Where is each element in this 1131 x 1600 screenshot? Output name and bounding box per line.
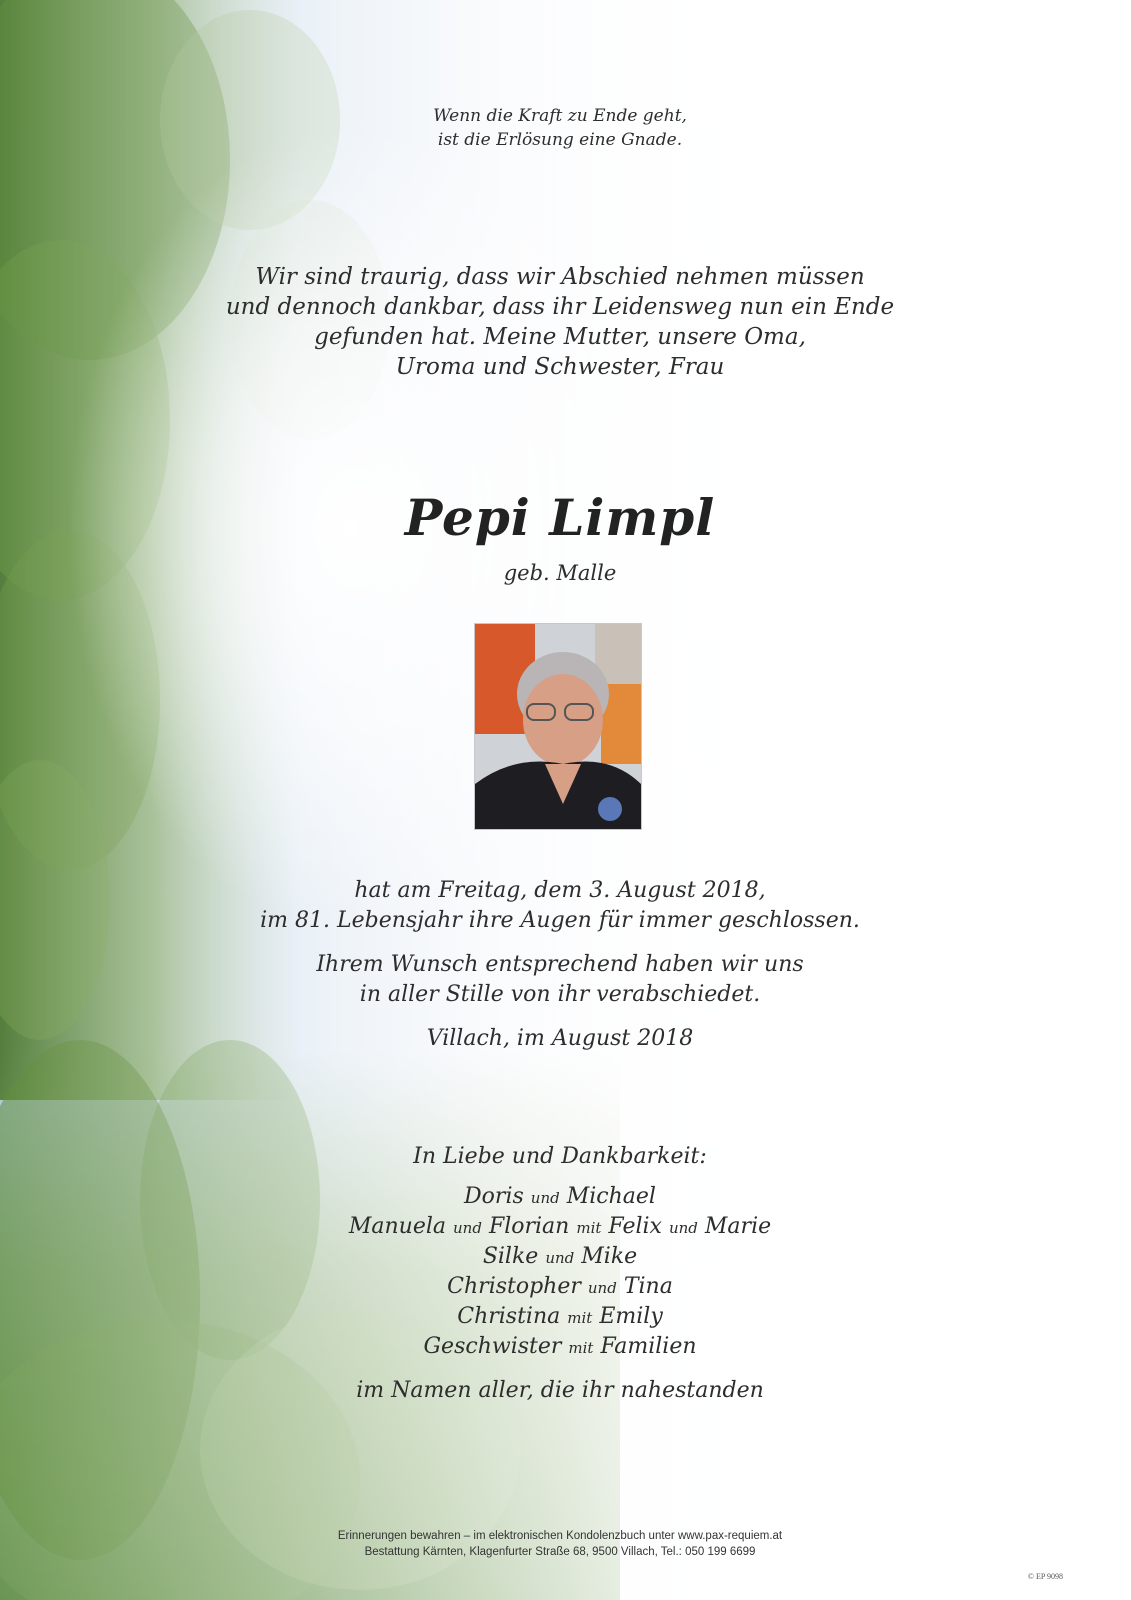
mourner-name: Doris: [464, 1184, 524, 1209]
portrait-image: [475, 624, 641, 829]
connector-word: und: [545, 1249, 575, 1267]
mourner-name: Felix: [608, 1214, 662, 1239]
connector-word: und: [668, 1219, 698, 1237]
connector-word: und: [453, 1219, 482, 1237]
announcement-line-2: im 81. Lebensjahr ihre Augen für immer geschlossen.: [260, 908, 860, 933]
connector-word: und: [587, 1279, 617, 1297]
footer-line-2: Bestattung Kärnten, Klagenfurter Straße 68, 9500 Villach, Tel.: 050 199 6699: [364, 1546, 756, 1558]
mourner-line: [200, 1302, 920, 1333]
farewell-line-1: Ihrem Wunsch entsprechend haben wir uns: [316, 952, 804, 977]
mourner-name: Tina: [623, 1274, 673, 1299]
connector-word: mit: [568, 1339, 594, 1357]
mourner-name: Familien: [600, 1334, 697, 1359]
intro-line-2: und dennoch dankbar, dass ihr Leidensweg nun ein Ende: [225, 294, 895, 320]
deceased-portrait: [474, 623, 642, 830]
mourner-line: [200, 1272, 920, 1303]
connector-word: und: [530, 1189, 560, 1207]
copyright-mark: © EP 9098: [1027, 1572, 1063, 1581]
intro-line-1: Wir sind traurig, dass wir Abschied nehmen müssen: [255, 264, 865, 290]
mourner-name: Silke: [482, 1244, 539, 1269]
mourner-line: [200, 1332, 920, 1363]
mourner-name: Marie: [704, 1214, 772, 1239]
farewell-line-2: in aller Stille von ihr verabschiedet.: [359, 982, 761, 1007]
birth-name: geb. Malle: [503, 561, 617, 585]
mourner-line: [200, 1212, 920, 1243]
connector-word: mit: [567, 1309, 593, 1327]
mourner-name: Mike: [581, 1244, 638, 1269]
mourner-name: Michael: [566, 1184, 656, 1209]
place-date: Villach, im August 2018: [426, 1026, 694, 1051]
intro-line-3: gefunden hat. Meine Mutter, unsere Oma,: [314, 324, 806, 350]
mourner-name: Florian: [488, 1214, 570, 1239]
mourner-name: Geschwister: [423, 1334, 562, 1359]
intro-line-4: Uroma und Schwester, Frau: [395, 354, 725, 380]
connector-word: mit: [576, 1219, 602, 1237]
announcement-line-1: hat am Freitag, dem 3. August 2018,: [354, 878, 766, 903]
mourner-name: Christina: [457, 1304, 561, 1329]
mourner-line: [200, 1182, 920, 1213]
closing-line: im Namen aller, die ihr nahestanden: [356, 1378, 764, 1403]
mourner-name: Christopher: [447, 1274, 581, 1299]
mourners-heading: In Liebe und Dankbarkeit:: [413, 1144, 707, 1169]
motto-line-1: Wenn die Kraft zu Ende geht,: [433, 106, 687, 126]
mourner-name: Emily: [599, 1304, 663, 1329]
motto-line-2: ist die Erlösung eine Gnade.: [437, 130, 683, 150]
footer-line-1: Erinnerungen bewahren – im elektronischen Kondolenzbuch unter www.pax-requiem.at: [337, 1530, 783, 1542]
mourner-name: Manuela: [348, 1214, 447, 1239]
deceased-name: Pepi Limpl: [404, 488, 716, 547]
mourner-line: [200, 1242, 920, 1273]
